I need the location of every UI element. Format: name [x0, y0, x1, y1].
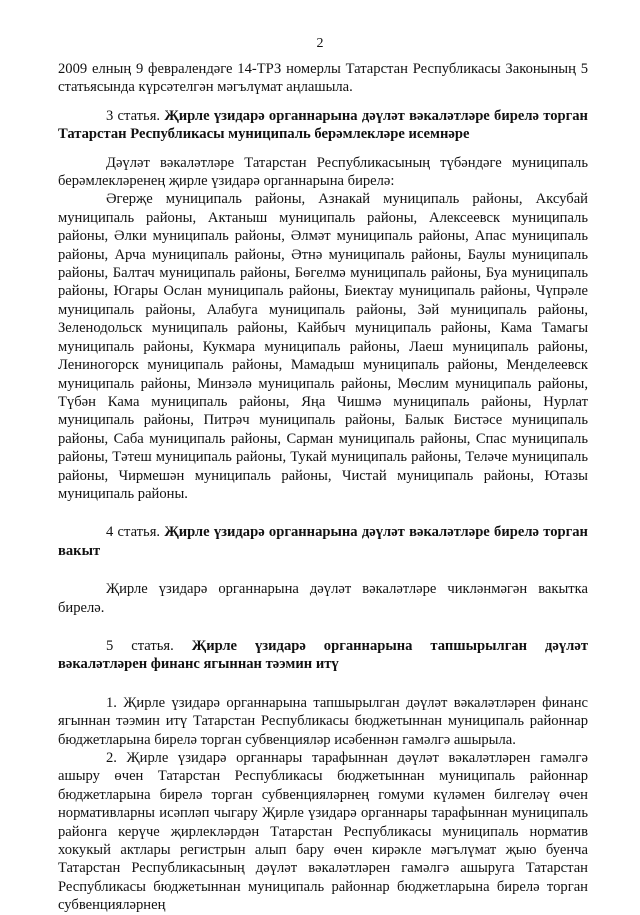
- article-3-label: 3 статья.: [106, 107, 161, 124]
- article-4-title: Җирле үзидарә органнарына дәүләт вәкаләтләре бирелә торган вакыт: [58, 524, 588, 559]
- article-3-paragraph-1: Дәүләт вәкаләтләре Татарстан Республикасының түбәндәге муниципаль берәмлекләренең җирле үзидарә органнарына бирелә:: [58, 154, 588, 190]
- article-5-label: 5 статья.: [106, 637, 174, 654]
- article-5-paragraph-2: 2. Җирле үзидарә органнары тарафыннан дәүләт вәкаләтләрен гамәлгә ашыру өчен Татарстан Республикасы бюджетыннан муниципаль районнар бюджетларына бирелә торган субвенцияләрнең гомуми күләмен билгеләү өчен нормативларны исәпләп чыгару Җирле үзидарә органнары тарафыннан муниципаль районга керүче җирлекләрдән Татарстан Республикасы муниципаль норматив хокукый актлары регистрын алып бару өчен кирәкле мәгълүмат җыю буенча Татарстан Республикасының дәүләт вәкаләтләрен гамәлгә ашыруга Татарстан Республикасы бюджетыннан муниципаль районнар бюджетларына бирелә торган субвенцияләрнең: [58, 750, 588, 914]
- page-number: 2: [316, 36, 324, 51]
- article-5-paragraph-1: 1. Җирле үзидарә органнарына тапшырылган дәүләт вәкаләтләрен финанс ягыннан тәэмин итү Татарстан Республикасы бюджетыннан муниципаль районнар бюджетларына бирелә торган субвенцияләр исәбеннән гамәлгә ашырыла.: [58, 694, 588, 748]
- article-5-title: Җирле үзидарә органнарына тапшырылган дәүләт вәкаләтләрен финанс ягыннан тәэмин итү: [58, 637, 588, 673]
- article-3-title: Җирле үзидарә органнарына дәүләт вәкаләтләре бирелә торган Татарстан Республикасы муниципаль берәмлекләре исемнәре: [58, 107, 588, 143]
- article-4-paragraph-1: Җирле үзидарә органнарына дәүләт вәкаләтләре чикләнмәгән вакытка бирелә.: [58, 581, 588, 616]
- article-4-label: 4 статья.: [106, 524, 161, 541]
- article-5-heading: [58, 637, 588, 674]
- article-4-heading: [58, 523, 588, 560]
- article-3-heading: [58, 107, 588, 144]
- document-body: [58, 60, 588, 915]
- article-3-paragraph-2: Әгерҗе муниципаль районы, Азнакай муниципаль районы, Аксубай муниципаль районы, Актаныш муниципаль районы, Алексеевск муниципаль районы, Әлки муниципаль районы, Әлмәт муниципаль районы, Апас муниципаль районы, Арча муниципаль районы, Әтнә муниципаль районы, Баулы муниципаль районы, Балтач муниципаль районы, Бөгелмә муниципаль районы, Буа муниципаль районы, Югары Ослан муниципаль районы, Биектау муниципаль районы, Чүпрәле муниципаль районы, Алабуга муниципаль районы, Зәй муниципаль районы, Зеленодольск муниципаль районы, Кайбыч муниципаль районы, Кама Тамагы муниципаль районы, Кукмара муниципаль районы, Лаеш муниципаль районы, Лениногорск муниципаль районы, Мамадыш муниципаль районы, Менделеевск муниципаль районы, Минзәлә муниципаль районы, Мөслим муниципаль районы, Түбән Кама муниципаль районы, Яңа Чишмә муниципаль районы, Нурлат муниципаль районы, Питрәч муниципаль районы, Балык Бистәсе муниципаль районы, Саба муниципаль районы, Сарман муниципаль районы, Спас муниципаль районы, Тәтеш муниципаль районы, Тукай муниципаль районы, Теләче муниципаль районы, Чирмешән муниципаль районы, Чистай муниципаль районы, Ютазы муниципаль районы.: [58, 191, 588, 502]
- intro-paragraph: 2009 елның 9 февралендәге 14-ТРЗ номерлы Татарстан Республикасы Законының 5 статьясында күрсәтелгән мәгълүмат аңлашыла.: [58, 61, 588, 96]
